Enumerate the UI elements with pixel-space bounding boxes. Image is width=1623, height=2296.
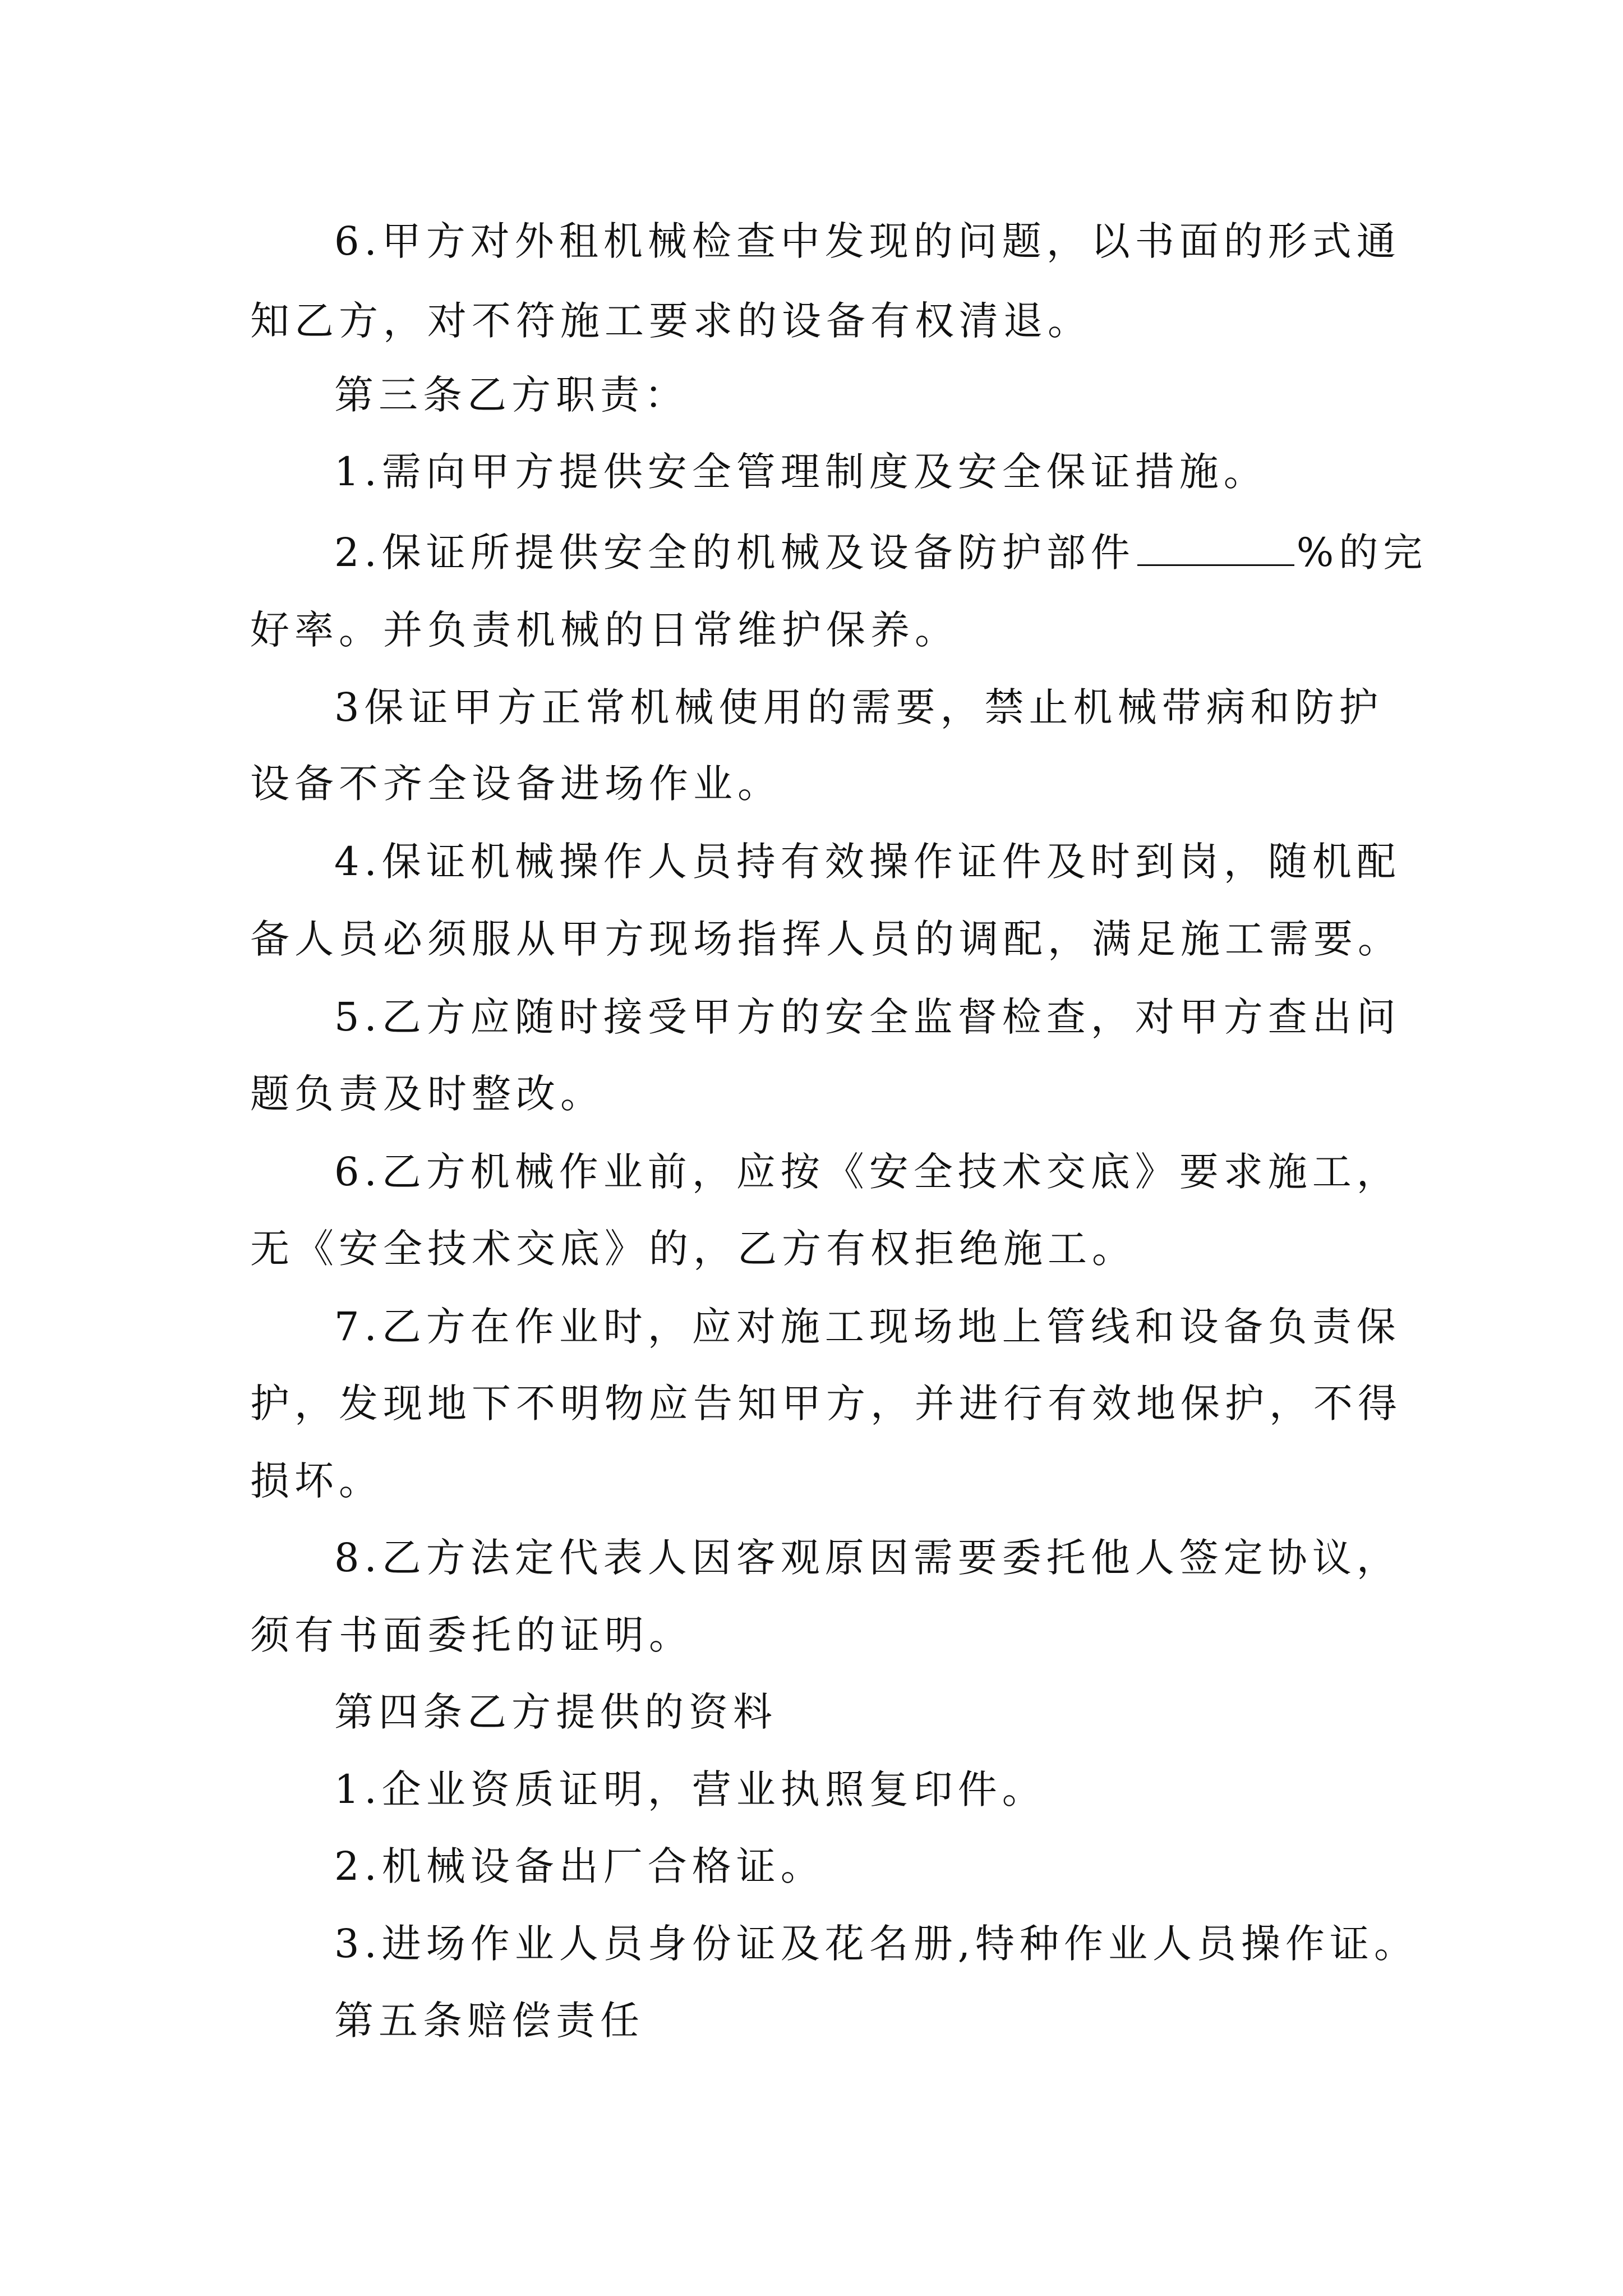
paragraph-line: 6.乙方机械作业前，应按《安全技术交底》要求施工， <box>334 1149 1401 1195</box>
paragraph-line: 备人员必须服从甲方现场指挥人员的调配，满足施工需要。 <box>250 916 1402 962</box>
paragraph-line: 3.进场作业人员身份证及花名册,特种作业人员操作证。 <box>334 1921 1419 1967</box>
paragraph-line: 4.保证机械操作人员持有效操作证件及时到岗，随机配 <box>334 839 1401 885</box>
line-text: %的完 <box>1296 530 1428 576</box>
paragraph-line: 6.甲方对外租机械检查中发现的问题，以书面的形式通 <box>334 218 1401 264</box>
paragraph-line: 1.需向甲方提供安全管理制度及安全保证措施。 <box>334 449 1268 495</box>
section-heading: 第三条乙方职责： <box>334 372 689 418</box>
paragraph-line: 无《安全技术交底》的，乙方有权拒绝施工。 <box>250 1226 1136 1272</box>
section-heading: 第五条赔偿责任 <box>334 1998 644 2044</box>
paragraph-line: 3保证甲方正常机械使用的需要，禁止机械带病和防护 <box>334 684 1384 730</box>
line-text: 2.保证所提供安全的机械及设备防护部件 <box>334 530 1135 576</box>
paragraph-line <box>334 530 1428 576</box>
paragraph-line: 须有书面委托的证明。 <box>250 1612 693 1658</box>
paragraph-line: 损坏。 <box>250 1458 383 1504</box>
section-heading: 第四条乙方提供的资料 <box>334 1689 777 1735</box>
fill-in-blank <box>1137 531 1294 566</box>
paragraph-line: 8.乙方法定代表人因客观原因需要委托他人签定协议， <box>334 1535 1401 1581</box>
paragraph-line: 2.机械设备出厂合格证。 <box>334 1843 825 1889</box>
paragraph-line: 设备不齐全设备进场作业。 <box>250 761 782 807</box>
paragraph-line: 1.企业资质证明，营业执照复印件。 <box>334 1766 1046 1812</box>
paragraph-line: 7.乙方在作业时，应对施工现场地上管线和设备负责保 <box>334 1304 1401 1350</box>
paragraph-line: 护，发现地下不明物应告知甲方，并进行有效地保护，不得 <box>250 1381 1402 1427</box>
paragraph-line: 题负责及时整改。 <box>250 1071 605 1117</box>
paragraph-line: 5.乙方应随时接受甲方的安全监督检查，对甲方查出问 <box>334 994 1401 1040</box>
paragraph-line: 知乙方，对不符施工要求的设备有权清退。 <box>250 298 1092 344</box>
paragraph-line: 好率。并负责机械的日常维护保养。 <box>250 607 959 653</box>
